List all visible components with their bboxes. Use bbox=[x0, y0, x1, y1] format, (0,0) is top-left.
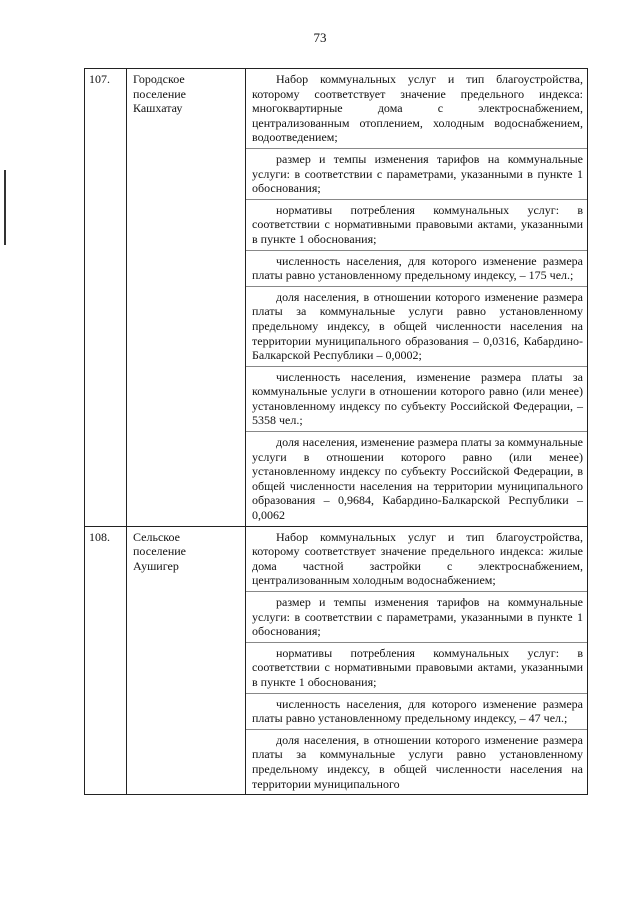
population-share-paragraph: доля населения, в отношении которого изменение размера платы за коммунальные услуги равно установленному предельному индексу, в общей численности населения на территории муниципального bbox=[252, 732, 583, 791]
municipality-name-line: Аушигер bbox=[133, 558, 179, 573]
consumption-norms-paragraph: нормативы потребления коммунальных услуг: в соответствии с нормативными правовыми актами, указанными в пункте 1 обоснования; bbox=[246, 200, 587, 251]
municipality-name bbox=[127, 526, 246, 795]
entry-details bbox=[246, 69, 588, 527]
population-share-paragraph: доля населения, в отношении которого изменение размера платы за коммунальные услуги равно установленному предельному индексу, в общей численности населения на территории муниципального образования – 0,0316, Кабардино-Балкарской Республики – 0,0002; bbox=[246, 287, 587, 367]
consumption-norms-paragraph: нормативы потребления коммунальных услуг: в соответствии с нормативными правовыми актами, указанными в пункте 1 обоснования; bbox=[246, 643, 587, 694]
municipality-name-line: Кашхатау bbox=[133, 101, 183, 115]
tariff-paragraph: размер и темпы изменения тарифов на коммунальные услуги: в соответствии с параметрами, указанными в пункте 1 обоснования; bbox=[246, 592, 587, 643]
municipality-name-line: Сельское bbox=[133, 529, 180, 544]
municipality-name-line: поселение bbox=[133, 86, 187, 101]
tariff-paragraph: размер и темпы изменения тарифов на коммунальные услуги: в соответствии с параметрами, указанными в пункте 1 обоснования; bbox=[246, 149, 587, 200]
municipality-name bbox=[127, 69, 246, 527]
utility-set-paragraph: Набор коммунальных услуг и тип благоустройства, которому соответствует значение предельного индекса: многоквартирные дома с электроснабжением, централизованным отоплением, холодным водоснабжением, водоотведением; bbox=[246, 69, 587, 149]
municipality-name-line: поселение bbox=[133, 544, 187, 559]
municipality-name-line: Городское bbox=[133, 72, 185, 86]
entry-number: 108. bbox=[85, 526, 127, 795]
index-table bbox=[84, 68, 588, 795]
scan-edge-mark bbox=[4, 170, 6, 245]
entry-number: 107. bbox=[85, 69, 127, 527]
population-count-paragraph: численность населения, для которого изменение размера платы равно установленному предельному индексу, – 175 чел.; bbox=[246, 251, 587, 287]
population-count-paragraph: численность населения, для которого изменение размера платы равно установленному предельному индексу, – 47 чел.; bbox=[246, 694, 587, 730]
table-row bbox=[85, 526, 588, 795]
page-number: 73 bbox=[313, 30, 327, 45]
table-row bbox=[85, 69, 588, 527]
utility-set-paragraph: Набор коммунальных услуг и тип благоустройства, которому соответствует значение предельного индекса: жилые дома частной застройки с электроснабжением, централизованным холодным водоснабжением; bbox=[246, 527, 587, 592]
subject-population-count-paragraph: численность населения, изменение размера платы за коммунальные услуги в отношении которого равно (или менее) установленному индексу по субъекту Российской Федерации, – 5358 чел.; bbox=[246, 367, 587, 432]
subject-population-share-paragraph: доля населения, изменение размера платы за коммунальные услуги в отношении которого равно (или менее) установленному индексу по субъекту Российской Федерации, в общей численности населения на территории муниципального образования – 0,9684, Кабардино-Балкарской Республики – 0,0062 bbox=[252, 435, 583, 523]
entry-details bbox=[246, 526, 588, 795]
